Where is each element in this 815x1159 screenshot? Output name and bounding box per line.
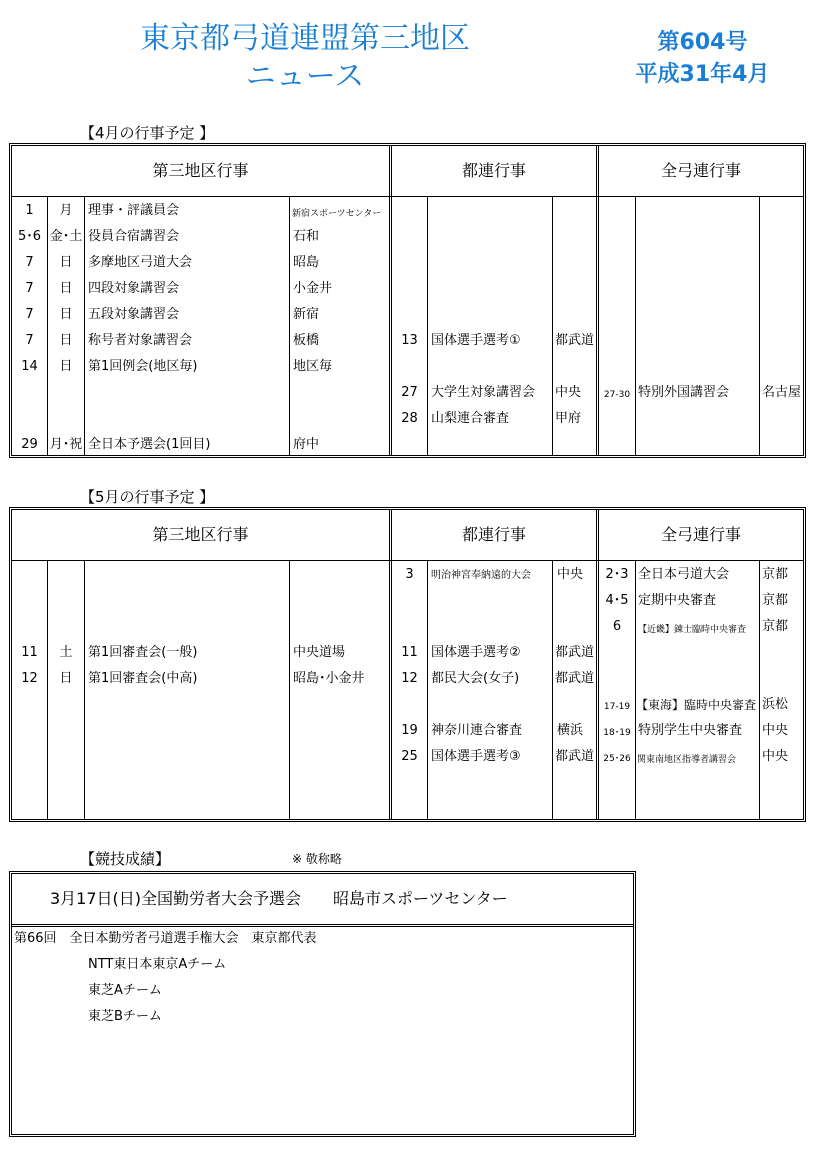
- event-name: 四段対象講習会: [88, 281, 180, 296]
- event-name: 関東南地区指導者講習会: [637, 755, 737, 765]
- event-name: 神奈川連合審査: [431, 723, 523, 738]
- event-place: 中央: [762, 749, 789, 764]
- april-header-toren: 都連行事: [461, 161, 526, 180]
- event-weekday: 日: [59, 281, 73, 296]
- event-place: 新宿: [293, 307, 320, 322]
- event-name: 都民大会(女子): [431, 671, 520, 686]
- event-place: 小金井: [293, 281, 333, 296]
- event-place: 府中: [293, 437, 320, 452]
- event-name: 明治神宮奉納遠的大会: [431, 570, 531, 581]
- event-place: 都武道: [555, 333, 595, 348]
- event-name: 全日本予選会(1回目): [88, 437, 211, 452]
- result-team: 東芝Bチーム: [88, 1009, 162, 1024]
- event-place: 板橋: [293, 333, 320, 348]
- event-day: 28: [401, 411, 418, 426]
- event-name: 定期中央審査: [638, 593, 717, 608]
- event-name: 国体選手選考①: [431, 333, 521, 348]
- event-place: 横浜: [557, 723, 584, 738]
- event-place: 京都: [762, 619, 789, 634]
- event-place: 都武道: [555, 671, 595, 686]
- event-name: 国体選手選考②: [431, 645, 521, 660]
- event-place: 京都: [762, 567, 789, 582]
- event-place: 昭島･小金井: [293, 671, 365, 686]
- event-weekday: 日: [59, 359, 73, 374]
- event-place: 都武道: [555, 749, 595, 764]
- event-day: 3: [405, 567, 414, 582]
- event-weekday: 月･祝: [49, 437, 83, 452]
- event-day: 25･26: [603, 754, 631, 764]
- event-name: 第1回例会(地区毎): [88, 359, 198, 374]
- event-day: 7: [25, 255, 34, 270]
- event-place: 新宿スポーツセンター: [292, 209, 382, 219]
- newsletter-title-line2: ニュース: [245, 59, 365, 94]
- results-heading: 第66回 全日本勤労者弓道選手権大会 東京都代表: [14, 931, 317, 946]
- event-day: 11: [21, 645, 38, 660]
- event-place: 中央: [557, 567, 584, 582]
- event-day: 5･6: [17, 229, 42, 244]
- event-day: 27-30: [603, 390, 631, 400]
- event-place: 地区毎: [293, 359, 333, 374]
- event-day: 7: [25, 307, 34, 322]
- event-name: 特別外国講習会: [638, 385, 730, 400]
- event-day: 17-19: [603, 702, 631, 712]
- event-place: 京都: [762, 593, 789, 608]
- result-team: NTT東日本東京Aチーム: [88, 957, 227, 972]
- results-box: [9, 871, 636, 1137]
- newsletter-title-line1: 東京都弓道連盟第三地区: [140, 21, 470, 56]
- event-weekday: 月: [59, 203, 73, 218]
- event-name: 役員合宿講習会: [88, 229, 180, 244]
- event-place: 都武道: [555, 645, 595, 660]
- event-place: 名古屋: [762, 385, 802, 400]
- event-place: 石和: [293, 229, 320, 244]
- event-name: 称号者対象講習会: [88, 333, 193, 348]
- honorific-note: ※ 敬称略: [292, 852, 342, 866]
- event-day: 12: [401, 671, 418, 686]
- event-place: 甲府: [555, 411, 582, 426]
- event-day: 19: [401, 723, 418, 738]
- issue-date: 平成31年4月: [635, 62, 770, 87]
- may-header-toren: 都連行事: [461, 525, 526, 544]
- event-name: 第1回審査会(中高): [88, 671, 198, 686]
- event-day: 4･5: [605, 593, 629, 608]
- event-day: 29: [21, 437, 38, 452]
- event-name: 国体選手選考③: [431, 749, 521, 764]
- event-place: 中央: [555, 385, 582, 400]
- event-day: 25: [401, 749, 418, 764]
- event-name: 特別学生中央審査: [638, 723, 743, 738]
- event-day: 14: [21, 359, 38, 374]
- event-day: 7: [25, 281, 34, 296]
- event-name: 理事・評議員会: [88, 203, 180, 218]
- event-name: 全日本弓道大会: [638, 567, 730, 582]
- may-header-zenkyu: 全弓連行事: [660, 525, 741, 544]
- issue-number: 第604号: [657, 30, 748, 55]
- event-day: 7: [25, 333, 34, 348]
- event-day: 1: [25, 203, 34, 218]
- event-day: 11: [401, 645, 418, 660]
- event-day: 13: [401, 333, 418, 348]
- event-day: 2･3: [605, 567, 629, 582]
- may-schedule-table: [9, 507, 806, 822]
- april-header-district: 第三地区行事: [152, 161, 249, 180]
- event-name: 第1回審査会(一般): [88, 645, 198, 660]
- event-day: 27: [401, 385, 418, 400]
- results-section-label: 【競技成績】: [80, 850, 171, 868]
- event-name: 【近畿】錬士臨時中央審査: [638, 625, 747, 635]
- event-weekday: 日: [59, 671, 73, 686]
- april-header-zenkyu: 全弓連行事: [660, 161, 741, 180]
- event-name: 山梨連合審査: [431, 411, 510, 426]
- event-weekday: 日: [59, 333, 73, 348]
- event-name: 五段対象講習会: [88, 307, 180, 322]
- event-name: 【東海】臨時中央審査: [636, 698, 757, 712]
- may-header-district: 第三地区行事: [152, 525, 249, 544]
- event-day: 12: [21, 671, 38, 686]
- event-weekday: 日: [59, 255, 73, 270]
- event-name: 多摩地区弓道大会: [88, 255, 193, 270]
- event-weekday: 土: [59, 645, 73, 660]
- event-place: 中央道場: [293, 645, 346, 660]
- event-weekday: 金･土: [49, 229, 83, 244]
- april-section-label: 【4月の行事予定 】: [80, 124, 215, 142]
- result-team: 東芝Aチーム: [88, 983, 162, 998]
- event-day: 6: [612, 619, 622, 634]
- event-place: 浜松: [762, 697, 789, 712]
- event-place: 昭島: [293, 255, 320, 270]
- event-name: 大学生対象講習会: [431, 385, 536, 400]
- results-event-title: 3月17日(日)全国勤労者大会予選会 昭島市スポーツセンター: [50, 889, 508, 908]
- event-place: 中央: [762, 723, 789, 738]
- event-weekday: 日: [59, 307, 73, 322]
- may-section-label: 【5月の行事予定 】: [80, 488, 215, 506]
- event-day: 18･19: [603, 728, 631, 738]
